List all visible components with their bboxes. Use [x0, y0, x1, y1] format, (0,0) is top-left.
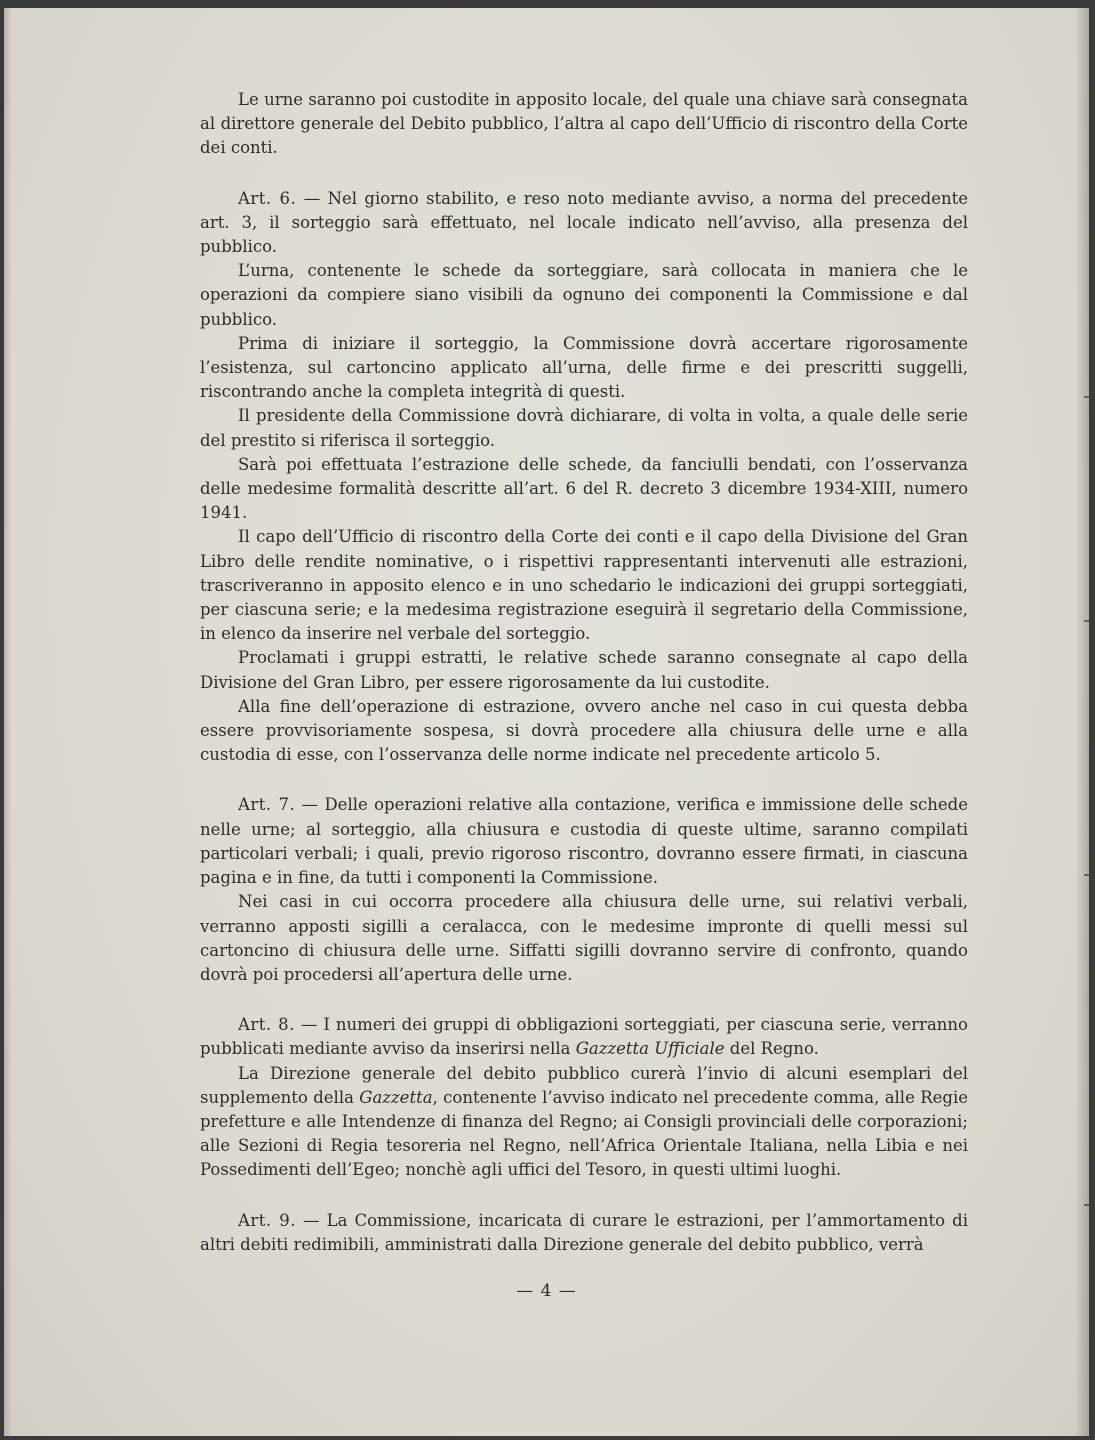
paragraph: Proclamati i gruppi estratti, le relative schede saranno consegnate al capo della Divisione del Gran Libro, per essere rigorosamente da lui custodite. — [200, 648, 968, 692]
article-7-paragraph: Art. 7. — Delle operazioni relative alla contazione, verifica e immissione delle schede nelle urne; al sorteggio, alla chiusura e custodia di queste ultime, saranno compilati particolari verbali; i quali, previo rigoroso riscontro, dovranno essere firmati, in ciascuna pagina e in fine, da tutti i componenti la Commissione. — [200, 795, 968, 888]
article-label: Art. 8. — [238, 1015, 295, 1035]
italic-title: Gazzetta Ufficiale — [575, 1039, 725, 1059]
article-9-paragraph: Art. 9. — La Commissione, incaricata di curare le estrazioni, per l’ammortamento di altri debiti redimibili, amministrati dalla Direzione generale del debito pubblico, verrà — [200, 1210, 969, 1254]
paragraph: La Direzione generale del debito pubblico curerà l’invio di alcuni esemplari del supplemento della Gazzetta, contenente l’avviso indicato nel precedente comma, alle Regie prefetture e alle Intendenze di finanza del Regno; ai Consigli provinciali delle corporazioni; alle Sezioni di Regia tesoreria nel Regno, nell’Africa Orientale Italiana, nella Libia e nei Possedimenti dell’Egeo; nonchè agli uffici del Tesoro, in questi ultimi luoghi. — [200, 1063, 968, 1180]
paragraph: Il presidente della Commissione dovrà dichiarare, di volta in volta, a quale delle serie del prestito si riferisca il sorteggio. — [200, 406, 968, 450]
italic-title: Gazzetta — [359, 1087, 433, 1107]
article-label: Art. 6. — [238, 188, 297, 208]
paragraph: L’urna, contenente le schede da sorteggiare, sarà collocata in maniera che le operazioni da compiere siano visibili da ognuno dei componenti la Commissione e dal pubblico. — [200, 261, 968, 329]
article-8-paragraph: Art. 8. — I numeri dei gruppi di obbligazioni sorteggiati, per ciascuna serie, verranno pubblicati mediante avviso da inserirsi nella Gazzetta Ufficiale del Regno. — [200, 1015, 968, 1059]
body-text — [200, 88, 968, 1257]
binding-mark — [1084, 620, 1089, 622]
paragraph: Sarà poi effettuata l’estrazione delle schede, da fanciulli bendati, con l’osservanza delle medesime formalità descritte all’art. 6 del R. decreto 3 dicembre 1934-XIII, numero 1941. — [200, 454, 968, 523]
binding-mark — [1084, 396, 1089, 398]
article-6-paragraph: Art. 6. — Nel giorno stabilito, e reso noto mediante avviso, a norma del precedente art. 3, il sorteggio sarà effettuato, nel locale indicato nell’avviso, alla presenza del pubblico. — [200, 188, 969, 257]
paragraph: Le urne saranno poi custodite in apposito locale, del quale una chiave sarà consegnata al direttore generale del Debito pubblico, l’altra al capo dell’Ufficio di riscontro della Corte dei conti. — [200, 90, 968, 158]
page-number: — 4 — — [516, 1281, 577, 1301]
binding-mark — [1084, 1204, 1089, 1206]
paragraph: Prima di iniziare il sorteggio, la Commissione dovrà accertare rigorosamente l’esistenza, sul cartoncino applicato all’urna, delle firme e dei prescritti suggelli, riscontrando anche la completa integrità di questi. — [200, 333, 968, 402]
page-edge-shadow-left — [4, 8, 12, 1436]
article-label: Art. 9. — [238, 1210, 296, 1230]
binding-mark — [1084, 874, 1089, 876]
paragraph: Nei casi in cui occorra procedere alla chiusura delle urne, sui relativi verbali, verranno apposti sigilli a ceralacca, con le medesime impronte di quelli messi sul cartoncino di chiusura delle urne. Siffatti sigilli dovranno servire di confronto, quando dovrà poi procedersi all’apertura delle urne. — [200, 892, 968, 984]
document-page — [4, 8, 1089, 1436]
paragraph: Il capo dell’Ufficio di riscontro della Corte dei conti e il capo della Divisione del Gran Libro delle rendite nominative, o i rispettivi rappresentanti intervenuti alle estrazioni, trascriveranno in apposito elenco e in uno schedario le indicazioni dei gruppi sorteggiati, per ciascuna serie; e la medesima registrazione eseguirà il segretario della Commissione, in elenco da inserire nel verbale del sorteggio. — [200, 527, 968, 644]
page-edge-shadow-right — [1075, 8, 1089, 1436]
article-label: Art. 7. — [238, 795, 296, 815]
paragraph: Alla fine dell’operazione di estrazione, ovvero anche nel caso in cui questa debba essere provvisoriamente sospesa, si dovrà procedere alla chiusura delle urne e alla custodia di esse, con l’osservanza delle norme indicate nel precedente articolo 5. — [200, 696, 968, 765]
